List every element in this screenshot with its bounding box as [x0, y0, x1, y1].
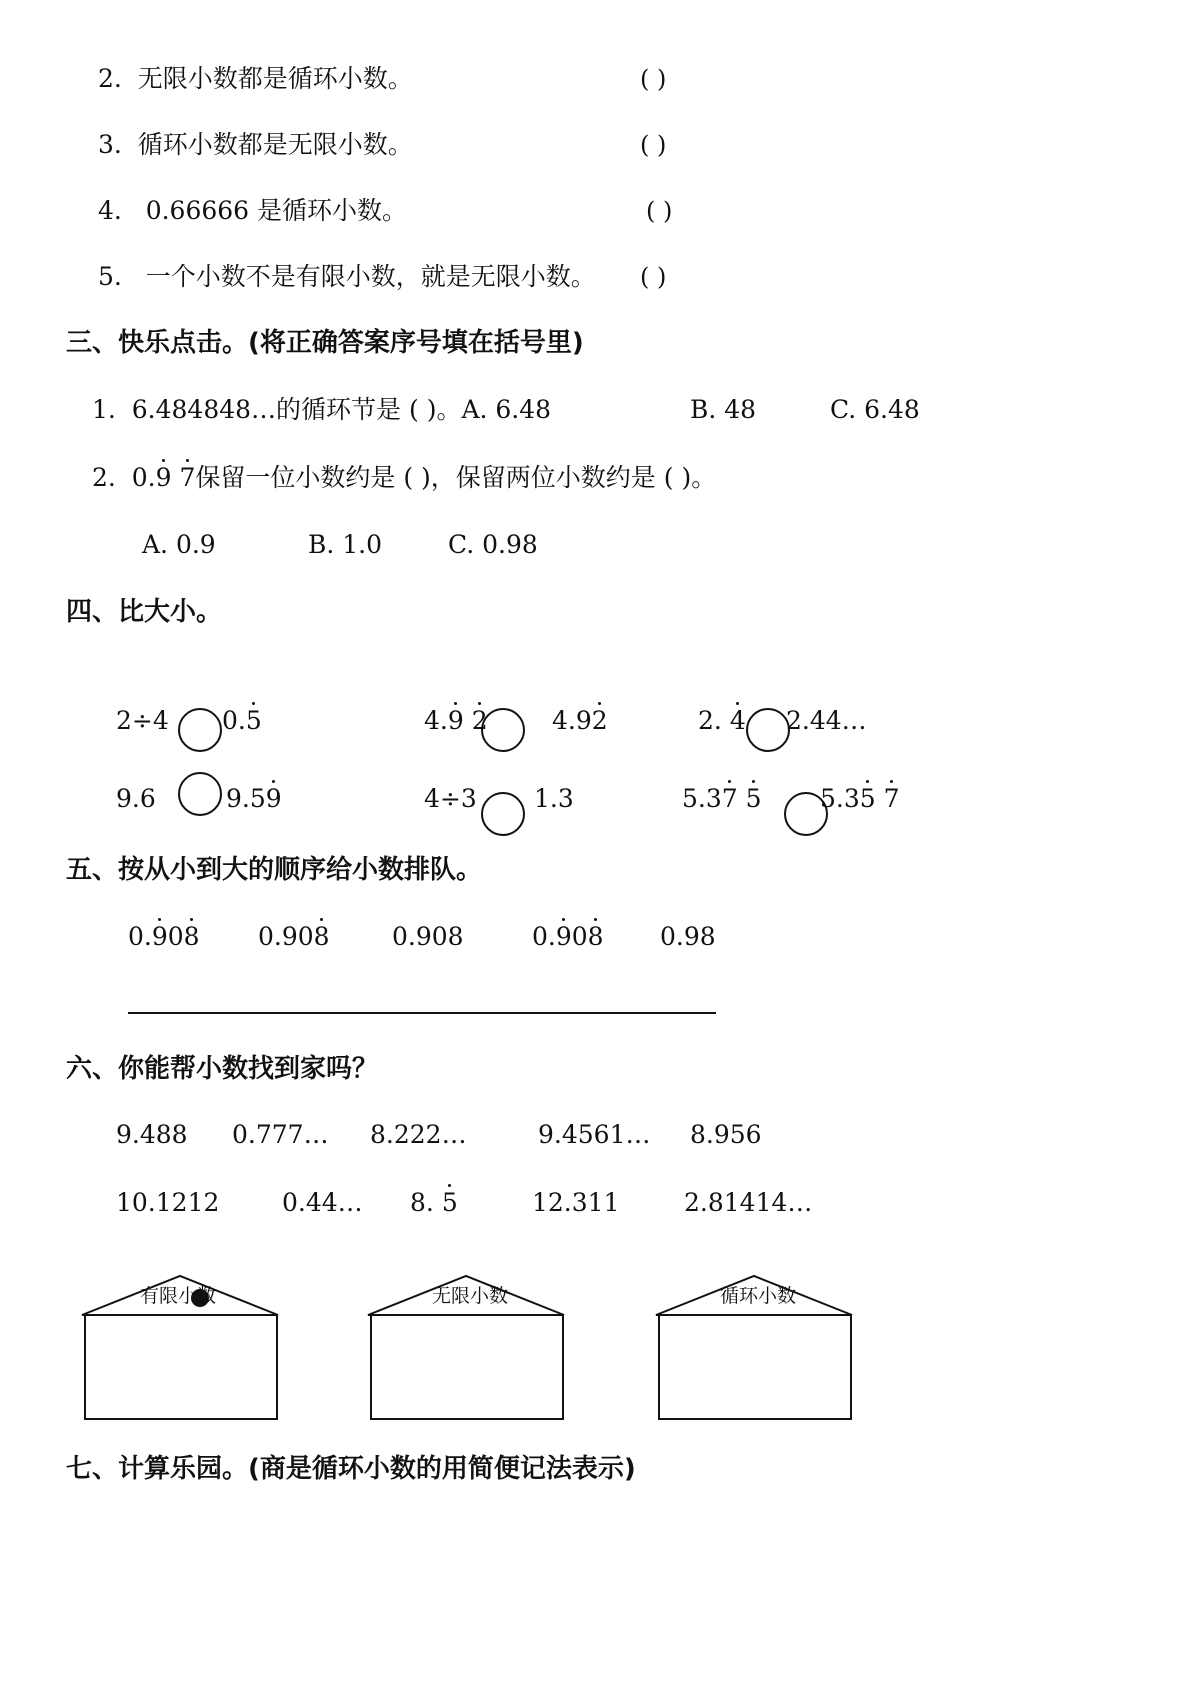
- compare-r1-a-left: 2÷4: [116, 706, 169, 735]
- tf-item-3: 3. 循环小数都是无限小数。: [98, 130, 413, 159]
- tf-answer-4[interactable]: ( ): [646, 197, 673, 225]
- section-5-title: 五、按从小到大的顺序给小数排队。: [66, 855, 483, 885]
- compare-circle[interactable]: [481, 792, 525, 836]
- decimal-item[interactable]: 9.488: [116, 1120, 188, 1149]
- decimal-item[interactable]: 9.4561…: [538, 1120, 651, 1149]
- section-6-title: 六、你能帮小数找到家吗？: [66, 1054, 379, 1084]
- tf-answer-3[interactable]: ( ): [640, 131, 667, 159]
- section-3-title: 三、快乐点击。(将正确答案序号填在括号里): [66, 328, 584, 358]
- compare-circle[interactable]: [178, 708, 222, 752]
- compare-r2-c-right: 5.35 7: [820, 782, 900, 816]
- compare-r1-b-left: 4.9 2: [424, 704, 488, 738]
- decimal-item[interactable]: 0.44…: [282, 1188, 363, 1217]
- decimal-item[interactable]: 8.222…: [370, 1120, 467, 1149]
- compare-r1-b-right: 4.92: [552, 704, 608, 738]
- compare-r2-a-right: 9.59: [226, 782, 282, 816]
- tf-item-5: 5. 一个小数不是有限小数，就是无限小数。: [98, 262, 596, 291]
- decimal-item[interactable]: 8.956: [690, 1120, 762, 1149]
- tf-answer-5[interactable]: ( ): [640, 263, 667, 291]
- tf-answer-2[interactable]: ( ): [640, 65, 667, 93]
- compare-r1-a-right: 0.5: [222, 704, 262, 738]
- decimal-item[interactable]: 2.81414…: [684, 1188, 813, 1217]
- section-4-title: 四、比大小。: [66, 597, 223, 627]
- compare-r2-b-left: 4÷3: [424, 784, 477, 813]
- order-number-4: 0.908: [532, 920, 604, 954]
- tf-item-2: 2. 无限小数都是循环小数。: [98, 64, 413, 93]
- answer-line[interactable]: [128, 1012, 716, 1014]
- s3-q1-option-c[interactable]: C. 6.48: [830, 395, 920, 424]
- compare-r2-b-right: 1.3: [534, 784, 574, 813]
- decimal-item[interactable]: 12.311: [532, 1188, 620, 1217]
- house-label-recurring: 循环小数: [720, 1285, 797, 1307]
- decimal-item[interactable]: 0.777…: [232, 1120, 329, 1149]
- compare-circle[interactable]: [178, 772, 222, 816]
- s3-q1-option-b[interactable]: B. 48: [690, 395, 757, 424]
- s3-question-2: 2. 0.9 7保留一位小数约是 ( )，保留两位小数约是 ( )。: [92, 461, 716, 495]
- order-number-3: 0.908: [392, 922, 464, 951]
- house-box-finite[interactable]: [84, 1314, 278, 1420]
- tf-item-4: 4. 0.66666 是循环小数。: [98, 196, 408, 225]
- compare-circle[interactable]: [746, 708, 790, 752]
- house-box-infinite[interactable]: [370, 1314, 564, 1420]
- house-box-recurring[interactable]: [658, 1314, 852, 1420]
- order-number-5: 0.98: [660, 922, 716, 951]
- order-number-1: 0.908: [128, 920, 200, 954]
- compare-circle[interactable]: [481, 708, 525, 752]
- s3-q2-option-a[interactable]: A. 0.9: [142, 530, 216, 559]
- house-label-finite: 有限小数: [140, 1285, 217, 1307]
- compare-r1-c-left: 2. 4: [698, 704, 746, 738]
- s3-question-1: 1. 6.484848…的循环节是 ( )。A. 6.48: [92, 395, 552, 424]
- s3-q2-option-b[interactable]: B. 1.0: [308, 530, 383, 559]
- s3-q2-option-c[interactable]: C. 0.98: [448, 530, 538, 559]
- section-7-title: 七、计算乐园。(商是循环小数的用简便记法表示): [66, 1454, 636, 1484]
- compare-r2-c-left: 5.37 5: [682, 782, 762, 816]
- decimal-item[interactable]: 10.1212: [116, 1188, 220, 1217]
- compare-r2-a-left: 9.6: [116, 784, 156, 813]
- house-label-infinite: 无限小数: [432, 1285, 509, 1307]
- order-number-2: 0.908: [258, 920, 330, 954]
- compare-r1-c-right: 2.44…: [786, 706, 867, 735]
- decimal-item[interactable]: 8. 5: [410, 1186, 458, 1220]
